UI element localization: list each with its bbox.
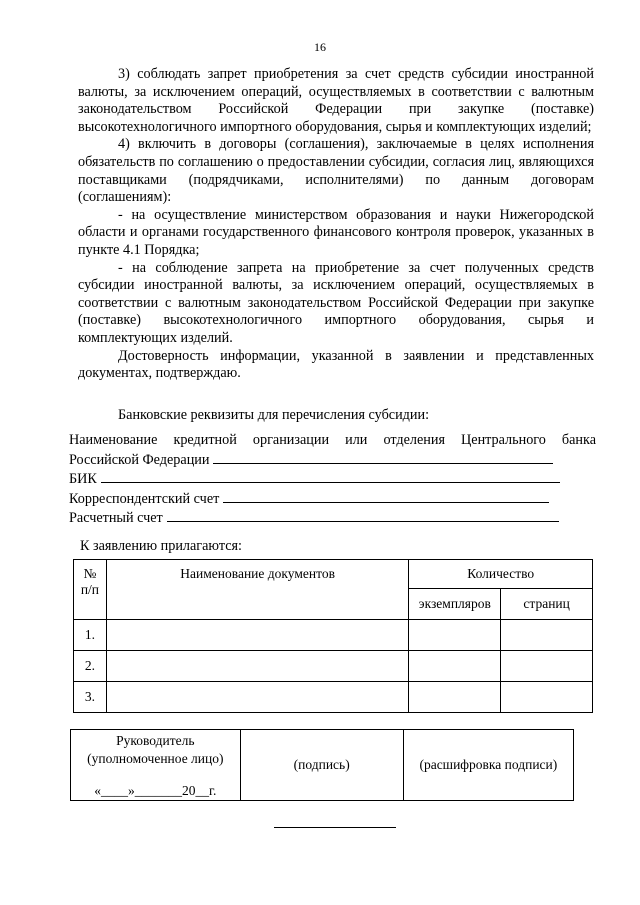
corr-account-label: Корреспондентский счет (69, 490, 220, 507)
attachments-table (73, 559, 593, 713)
col-num-header (74, 560, 107, 620)
settlement-account-fill-line (167, 508, 559, 522)
row-number: 1. (74, 620, 107, 651)
body-text (78, 66, 594, 383)
signature-decoding-cell[interactable] (403, 730, 573, 801)
col-pages-header: страниц (501, 589, 593, 620)
footer-divider (274, 827, 396, 828)
bank-details-fields (69, 432, 596, 528)
credit-org-field[interactable] (69, 450, 596, 470)
paragraph-3: 3) соблюдать запрет приобретения за счет средств субсидии иностранной валюты, за исключением операций, осуществляемых в соответствии с валютным законодательством Российской Федерации при закупке (поставке) высокотехнологичного импортного оборудования, сырья и комплектующих изделий; (78, 66, 594, 135)
table-row (74, 620, 593, 651)
confirmation-paragraph: Достоверность информации, указанной в заявлении и представленных документах, подтверждаю. (78, 347, 594, 382)
credit-org-fill-line (213, 450, 553, 464)
bank-details-heading: Банковские реквизиты для перечисления субсидии: (118, 407, 430, 423)
paragraph-4-item-2: - на соблюдение запрета на приобретение за счет полученных средств субсидии иностранной валюты, за исключением операций, осуществляемых в соответствии с валютным законодательством Российской Федерации при закупке (поставке) высокотехнологичного импортного оборудования, сырья и комплектующих изделий. (78, 259, 594, 346)
table-row (74, 651, 593, 682)
col-name-header: Наименование документов (106, 560, 409, 620)
bik-label: БИК (69, 471, 97, 487)
corr-account-field[interactable] (69, 489, 596, 509)
row-document-name-cell[interactable] (106, 620, 409, 651)
signer-role: Руководитель (116, 733, 195, 748)
col-num-symbol: № (83, 566, 97, 581)
signer-role-note: (уполномоченное лицо) (87, 751, 224, 766)
signature-decoding-label: (расшифровка подписи) (419, 757, 558, 772)
settlement-account-field[interactable] (69, 508, 596, 528)
paragraph-4: 4) включить в договоры (соглашения), заключаемые в целях исполнения обязательств по соглашению о предоставлении субсидии, согласия лиц, являющихся поставщиками (подрядчиками, исполнителями) по данным договорам (соглашениям): (78, 136, 594, 206)
credit-org-label: Наименование кредитной организации или отделения Центрального банка (69, 432, 596, 448)
signer-cell (71, 730, 241, 801)
table-row (74, 682, 593, 713)
credit-org-label-cont: Российской Федерации (69, 451, 210, 468)
row-copies-cell[interactable] (409, 620, 501, 651)
attachments-heading: К заявлению прилагаются: (80, 538, 242, 554)
row-pages-cell[interactable] (501, 620, 593, 651)
bik-fill-line (101, 469, 560, 483)
corr-account-fill-line (223, 489, 549, 503)
signature-date-field[interactable]: «____»_______20__г. (94, 783, 217, 798)
signature-table (70, 729, 574, 801)
signature-label: (подпись) (293, 757, 350, 772)
col-copies-header: экземпляров (409, 589, 501, 620)
row-copies-cell[interactable] (409, 682, 501, 713)
row-number: 2. (74, 651, 107, 682)
row-number: 3. (74, 682, 107, 713)
signature-cell[interactable] (240, 730, 403, 801)
row-copies-cell[interactable] (409, 651, 501, 682)
row-pages-cell[interactable] (501, 651, 593, 682)
paragraph-4-item-1: - на осуществление министерством образования и науки Нижегородской области и органами государственного финансового контроля проверок, указанных в пункте 4.1 Порядка; (78, 206, 594, 258)
row-pages-cell[interactable] (501, 682, 593, 713)
col-qty-header: Количество (409, 560, 593, 589)
settlement-account-label: Расчетный счет (69, 510, 163, 526)
row-document-name-cell[interactable] (106, 682, 409, 713)
col-num-label: п/п (80, 582, 100, 597)
bik-field[interactable] (69, 469, 596, 489)
page-number: 16 (314, 40, 326, 54)
row-document-name-cell[interactable] (106, 651, 409, 682)
